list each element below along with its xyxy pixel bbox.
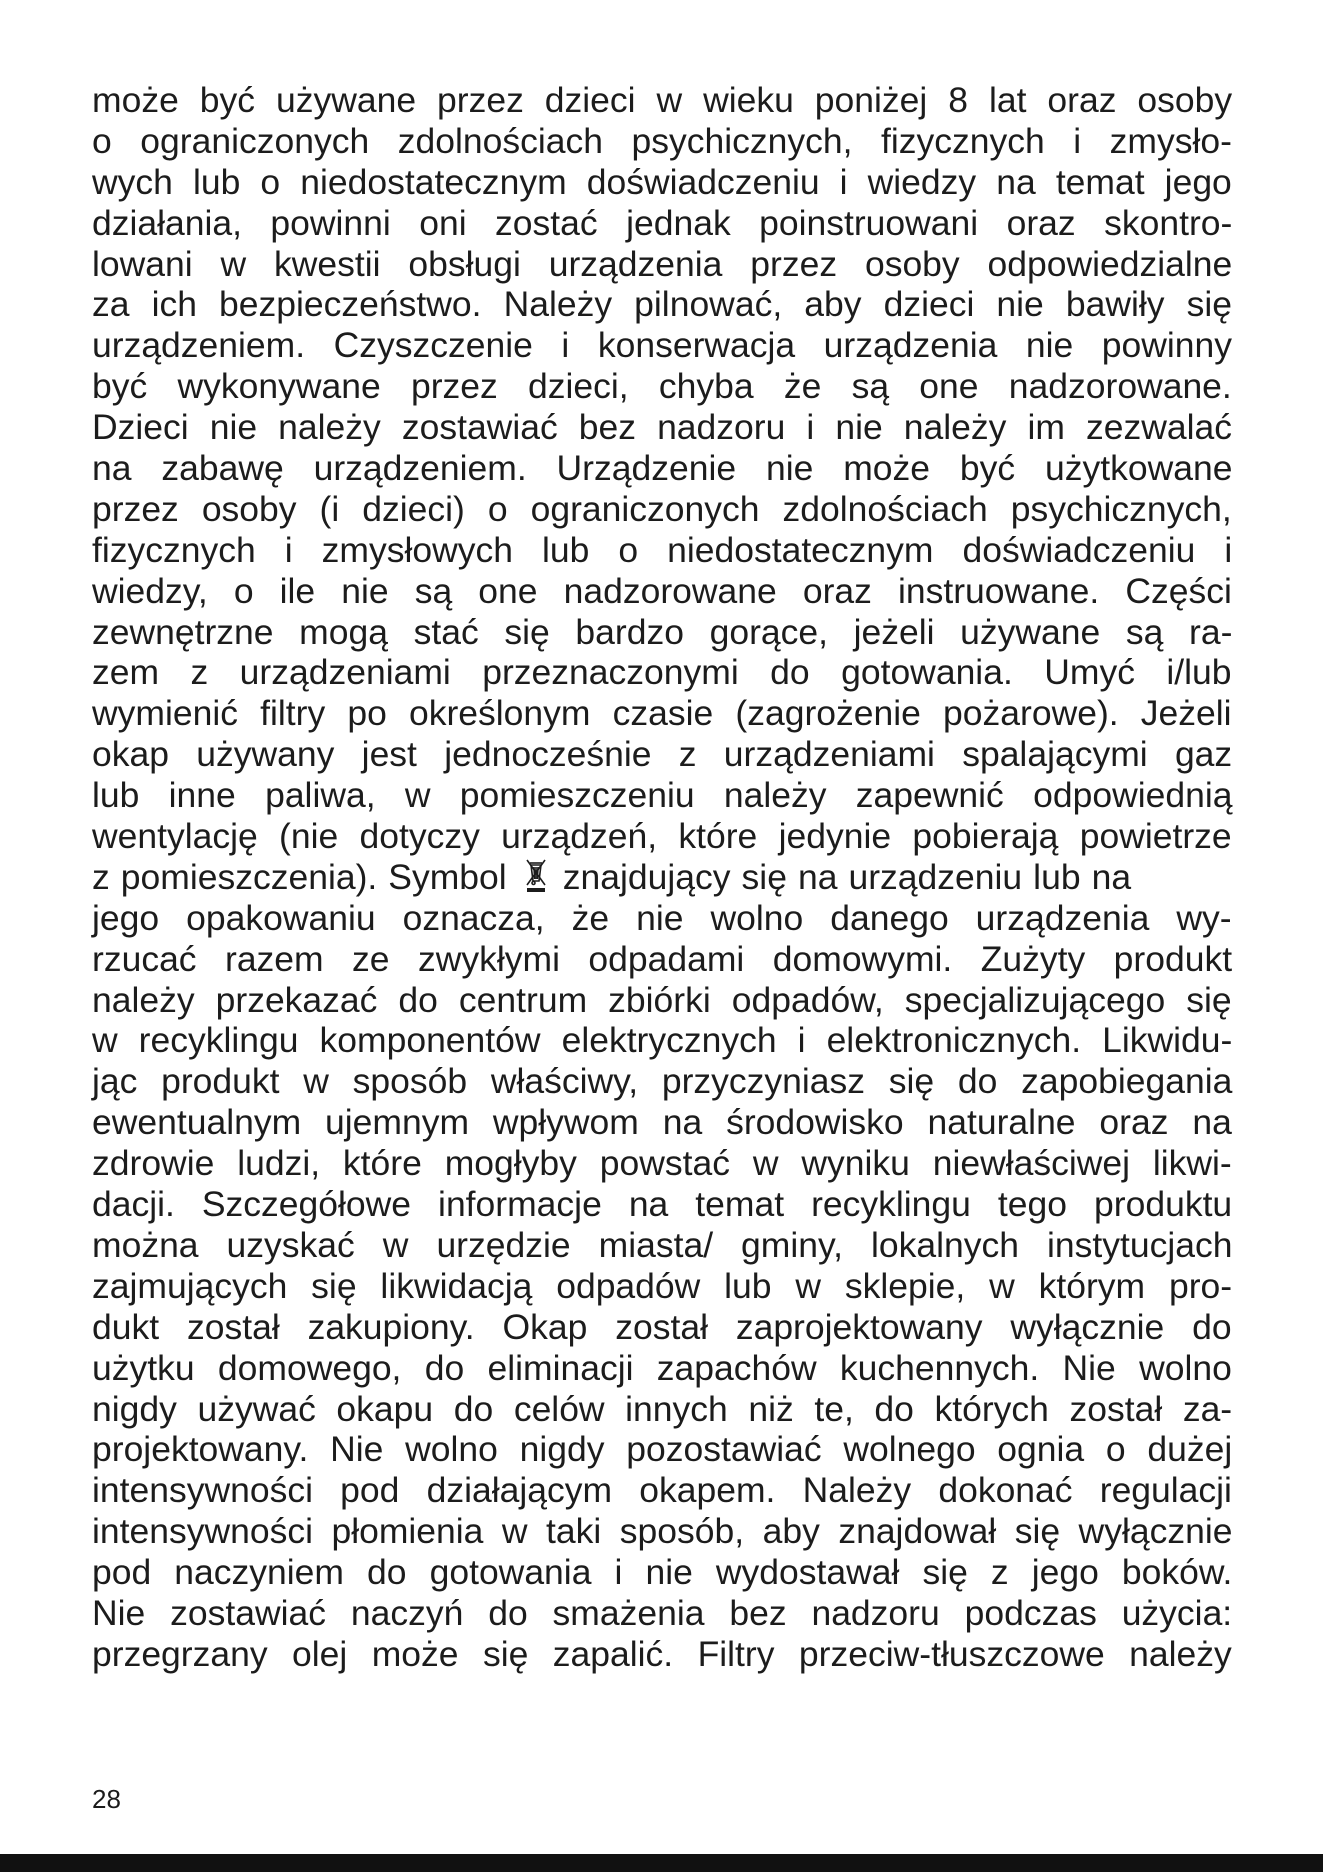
text-line: zem z urządzeniami przeznaczonymi do gotowania. Umyć i/lub <box>92 652 1232 693</box>
text-line: w recyklingu komponentów elektrycznych i elektronicznych. Likwidu- <box>92 1020 1233 1061</box>
text-line: projektowany. Nie wolno nigdy pozostawiać wolnego ognia o dużej <box>92 1429 1233 1470</box>
text-line: Nie zostawiać naczyń do smażenia bez nadzoru podczas użycia: <box>92 1592 1233 1633</box>
text-line: intensywności płomienia w taki sposób, aby znajdował się wyłącznie <box>92 1511 1233 1552</box>
text-line: pod naczyniem do gotowania i nie wydostawał się z jego boków. <box>92 1552 1233 1593</box>
crossed-out-wheelie-bin-icon <box>524 857 548 895</box>
text-line: jego opakowaniu oznacza, że nie wolno danego urządzenia wy- <box>92 897 1232 938</box>
text-line: można uzyskać w urzędzie miasta/ gminy, lokalnych instytucjach <box>92 1224 1233 1265</box>
symbol-line-after: znajdujący się na urządzeniu lub na <box>562 856 1132 897</box>
text-line: o ograniczonych zdolnościach psychicznych, fizycznych i zmysło- <box>92 120 1232 161</box>
text-line: wych lub o niedostatecznym doświadczeniu i wiedzy na temat jego <box>92 161 1232 202</box>
text-line: zewnętrzne mogą stać się bardzo gorące, jeżeli używane są ra- <box>92 611 1233 652</box>
symbol-text-line <box>92 857 1232 898</box>
text-line: intensywności pod działającym okapem. Należy dokonać regulacji <box>92 1470 1232 1511</box>
text-line: okap używany jest jednocześnie z urządzeniami spalającymi gaz <box>92 734 1233 775</box>
text-line: wiedzy, o ile nie są one nadzorowane oraz instruowane. Części <box>92 570 1232 611</box>
symbol-line-before: z pomieszczenia). Symbol <box>92 856 507 897</box>
text-line: może być używane przez dzieci w wieku poniżej 8 lat oraz osoby <box>92 80 1233 120</box>
text-line: na zabawę urządzeniem. Urządzenie nie może być użytkowane <box>92 448 1233 489</box>
text-line: rzucać razem ze zwykłymi odpadami domowymi. Zużyty produkt <box>92 938 1233 979</box>
text-line: urządzeniem. Czyszczenie i konserwacja urządzenia nie powinny <box>92 325 1233 366</box>
text-line: użytku domowego, do eliminacji zapachów kuchennych. Nie wolno <box>92 1347 1232 1388</box>
text-line: wymienić filtry po określonym czasie (zagrożenie pożarowe). Jeżeli <box>92 693 1232 734</box>
text-line: nigdy używać okapu do celów innych niż te, do których został za- <box>92 1388 1233 1429</box>
text-line: działania, powinni oni zostać jednak poinstruowani oraz skontro- <box>92 202 1233 243</box>
text-line: lub inne paliwa, w pomieszczeniu należy zapewnić odpowiednią <box>92 775 1233 816</box>
text-line: należy przekazać do centrum zbiórki odpadów, specjalizującego się <box>92 979 1232 1020</box>
text-line: fizycznych i zmysłowych lub o niedostatecznym doświadczeniu i <box>92 529 1233 570</box>
text-line: przez osoby (i dzieci) o ograniczonych zdolnościach psychicznych, <box>92 488 1232 529</box>
text-line: ewentualnym ujemnym wpływom na środowisko naturalne oraz na <box>92 1102 1232 1143</box>
text-line: dukt został zakupiony. Okap został zaprojektowany wyłącznie do <box>92 1306 1232 1347</box>
text-line: lowani w kwestii obsługi urządzenia przez osoby odpowiedzialne <box>92 243 1233 284</box>
text-line: być wykonywane przez dzieci, chyba że są one nadzorowane. <box>92 366 1232 407</box>
text-line: przegrzany olej może się zapalić. Filtry przeciw-tłuszczowe należy <box>92 1633 1232 1674</box>
text-line: Dzieci nie należy zostawiać bez nadzoru i nie należy im zezwalać <box>92 407 1233 448</box>
text-line: zdrowie ludzi, które mogłyby powstać w wyniku niewłaściwej likwi- <box>92 1143 1232 1184</box>
body-text <box>92 80 1232 1675</box>
bottom-border <box>0 1854 1323 1872</box>
text-line: jąc produkt w sposób właściwy, przyczyniasz się do zapobiegania <box>92 1061 1233 1102</box>
text-line: zajmujących się likwidacją odpadów lub w sklepie, w którym pro- <box>92 1265 1233 1306</box>
text-line: wentylację (nie dotyczy urządzeń, które jedynie pobierają powietrze <box>92 816 1232 857</box>
text-line: dacji. Szczegółowe informacje na temat recyklingu tego produktu <box>92 1184 1233 1225</box>
text-line: za ich bezpieczeństwo. Należy pilnować, aby dzieci nie bawiły się <box>92 284 1233 325</box>
page-number: 28 <box>92 1784 121 1814</box>
